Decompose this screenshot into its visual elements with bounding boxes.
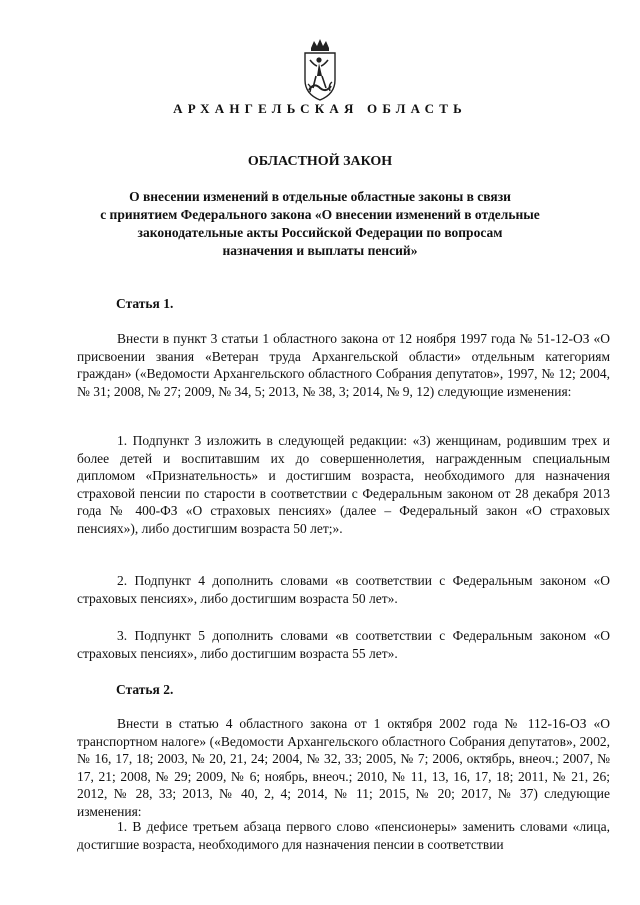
law-title-line: О внесении изменений в отдельные областные законы в связи (129, 189, 511, 204)
article-1-item-3: 3. Подпункт 5 дополнить словами «в соответствии с Федеральным законом «О страховых пенсиях», либо достигшим возраста 55 лет». (77, 628, 610, 661)
article-1-heading: Статья 1. (116, 296, 174, 311)
law-title (80, 188, 560, 260)
document-type: ОБЛАСТНОЙ ЗАКОН (247, 154, 393, 169)
law-title-line: законодательные акты Российской Федерации по вопросам (137, 225, 503, 240)
coat-of-arms-emblem-icon (302, 38, 338, 106)
article-1-item-2: 2. Подпункт 4 дополнить словами «в соответствии с Федеральным законом «О страховых пенсиях», либо достигшим возраста 50 лет». (77, 573, 610, 606)
region-name: АРХАНГЕЛЬСКАЯ ОБЛАСТЬ (173, 101, 467, 116)
article-2-intro: Внести в статью 4 областного закона от 1 октября 2002 года № 112-16-ОЗ «О транспортном налоге» («Ведомости Архангельского областного Собрания депутатов», 2002, № 16, 17, 18; 2003, № 20, 21, 24; 2004, № 32, 33; 2005, № 7; 2006, октябрь, внеоч.; 2007, № 17, 21; 2008, № 29; 2009, № 6; ноябрь, внеоч.; 2010, № 11, 13, 16, 17, 18; 2011, № 21, 26; 2012, № 28, 33; 2013, № 40, 2, 4; 2014, № 11; 2015, № 20; 2017, № 37) следующие изменения: (77, 716, 610, 819)
law-title-line: назначения и выплаты пенсий» (222, 243, 418, 258)
law-title-line: с принятием Федерального закона «О внесении изменений в отдельные (100, 207, 540, 222)
article-2-item-1: 1. В дефисе третьем абзаца первого слово «пенсионеры» заменить словами «лица, достигшие возраста, необходимого для назначения пенсии в соответствии (77, 819, 610, 852)
article-1-intro: Внести в пункт 3 статьи 1 областного закона от 12 ноября 1997 года № 51-12-ОЗ «О присвоении звания «Ветеран труда Архангельской области» отдельным категориям граждан» («Ведомости Архангельского областного Собрания депутатов», 1997, № 12; 2004, № 31; 2008, № 27; 2009, № 34, 5; 2013, № 38, 3; 2014, № 9, 12) следующие изменения: (77, 331, 610, 399)
article-2-heading: Статья 2. (116, 682, 174, 697)
article-1-item-1: 1. Подпункт 3 изложить в следующей редакции: «3) женщинам, родившим трех и более детей и воспитавшим их до совершеннолетия, награжденным специальным дипломом «Признательность» и достигшим возраста, необходимого для назначения страховой пенсии по старости в соответствии с Федеральным законом от 28 декабря 2013 года № 400-ФЗ «О страховых пенсиях» (далее – Федеральный закон «О страховых пенсиях»), либо достигшим возраста 50 лет;». (77, 433, 610, 536)
